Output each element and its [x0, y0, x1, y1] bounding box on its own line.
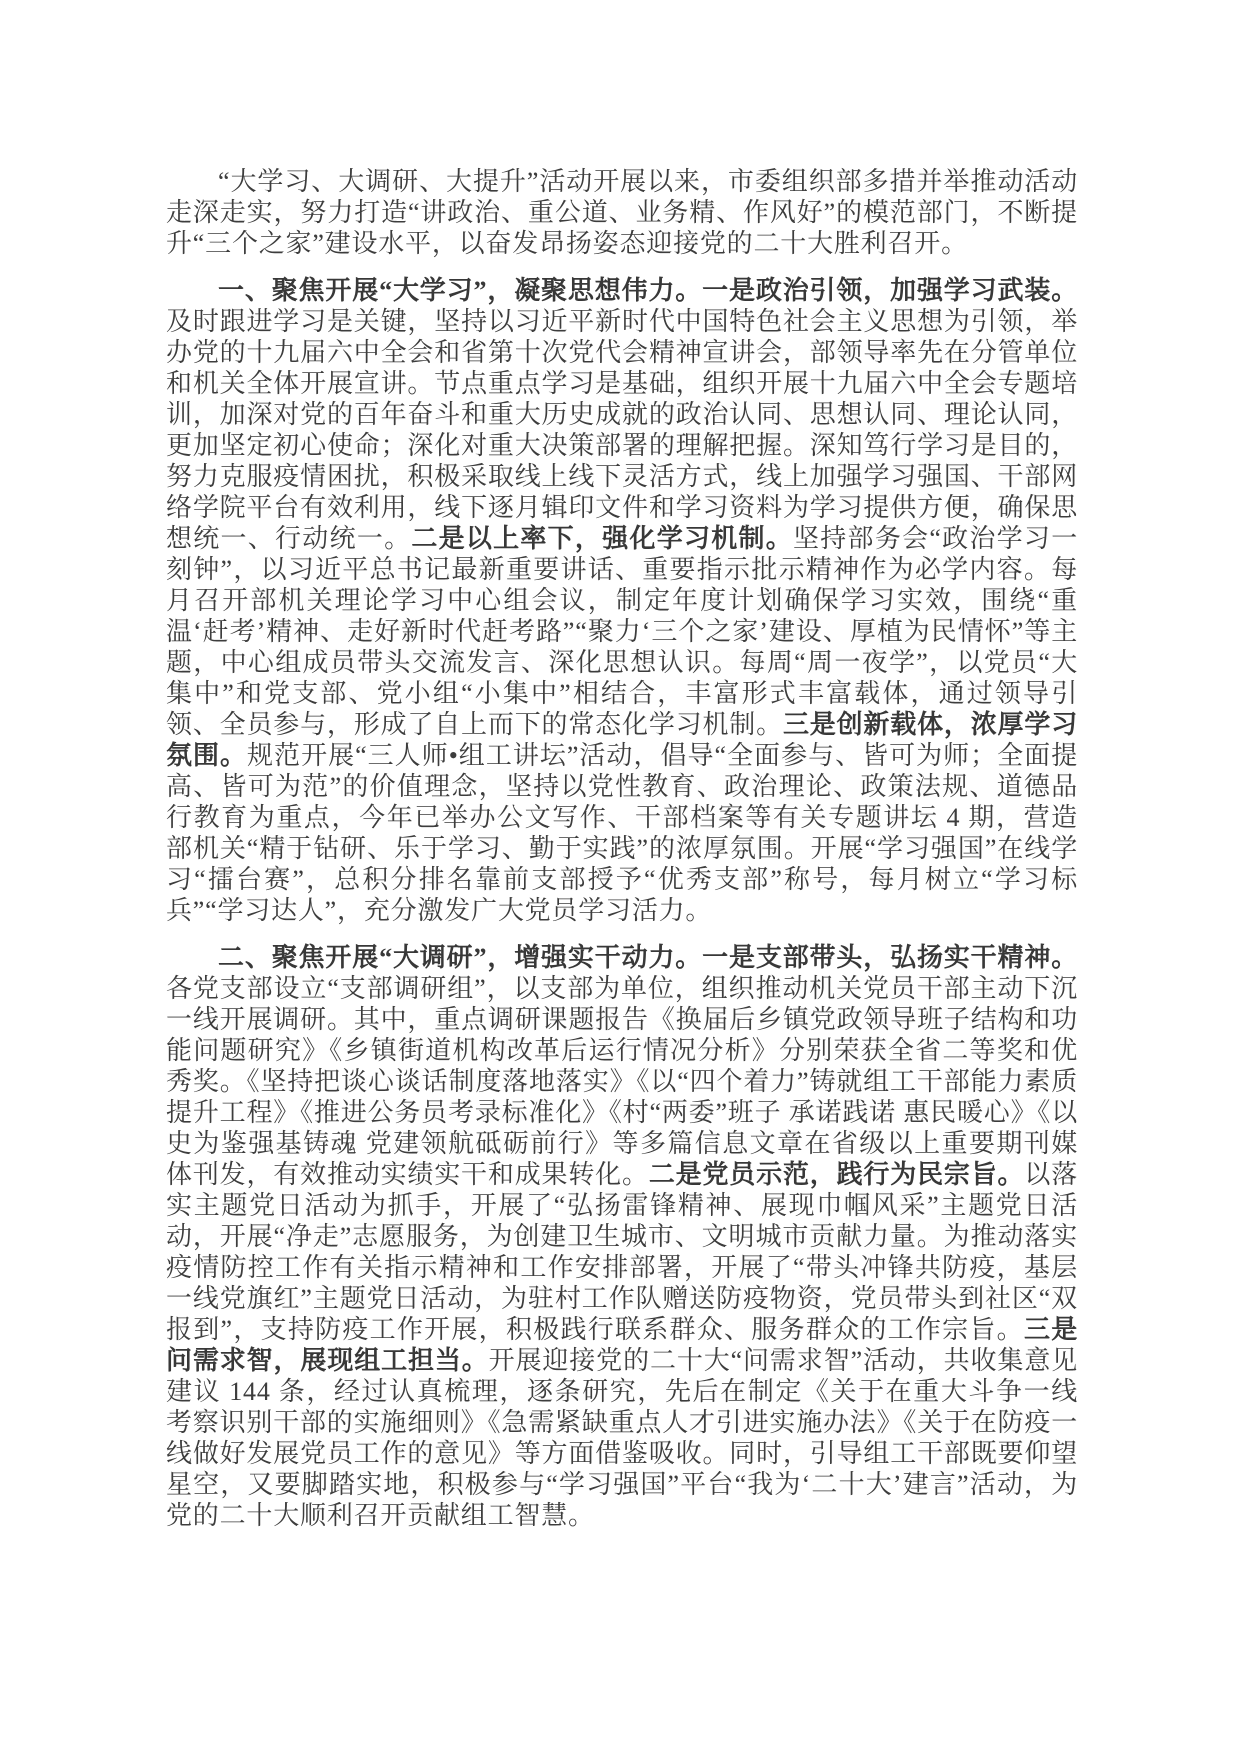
bold-text-run: 三是问需求智，展现组工担当。 [166, 1315, 1078, 1375]
text-run: 以落实主题党日活动为抓手，开展了“弘扬雷锋精神、展现巾帼风采”主题党日活动，开展“净走”志愿服务，为创建卫生城市、文明城市贡献力量。为推动落实疫情防控工作有关指示精神和工作安排部署，开展了“带头冲锋共防疫，基层一线党旗红”主题党日活动，为驻村工作队赠送防疫物资，党员带头到社区“双报到”，支持防疫工作开展，积极践行联系群众、服务群众的工作宗旨。 [166, 1160, 1078, 1344]
bold-text-run: 二是以上率下，强化学习机制。 [411, 524, 794, 553]
text-run: “大学习、大调研、大提升”活动开展以来，市委组织部多措并举推动活动走深走实，努力打造“讲政治、重公道、业务精、作风好”的模范部门，不断提升“三个之家”建设水平，以奋发昂扬姿态迎接党的二十大胜利召开。 [166, 167, 1078, 258]
text-run: 规范开展“三人师•组工讲坛”活动，倡导“全面参与、皆可为师；全面提高、皆可为范”的价值理念，坚持以党性教育、政治理论、政策法规、道德品行教育为重点，今年已举办公文写作、干部档案等有关专题讲坛 4 期，营造部机关“精于钻研、乐于学习、勤于实践”的浓厚氛围。开展“学习强国”在线学习“擂台赛”，总积分排名靠前支部授予“优秀支部”称号，每月树立“学习标兵”“学习达人”，充分激发广大党员学习活力。 [166, 741, 1078, 925]
paragraph [166, 275, 1078, 926]
text-run: 开展迎接党的二十大“问需求智”活动，共收集意见建议 144 条，经过认真梳理，逐条研究，先后在制定《关于在重大斗争一线考察识别干部的实施细则》《急需紧缺重点人才引进实施办法》《关于在防疫一线做好发展党员工作的意见》等方面借鉴吸收。同时，引导组工干部既要仰望星空，又要脚踏实地，积极参与“学习强国”平台“我为‘二十大’建言”活动，为党的二十大顺利召开贡献组工智慧。 [166, 1346, 1079, 1530]
text-run: 及时跟进学习是关键，坚持以习近平新时代中国特色社会主义思想为引领，举办党的十九届六中全会和省第十次党代会精神宣讲会，部领导率先在分管单位和机关全体开展宣讲。节点重点学习是基础，组织开展十九届六中全会专题培训，加深对党的百年奋斗和重大历史成就的政治认同、思想认同、理论认同，更加坚定初心使命；深化对重大决策部署的理解把握。深知笃行学习是目的，努力克服疫情困扰，积极采取线上线下灵活方式，线上加强学习强国、干部网络学院平台有效利用，线下逐月辑印文件和学习资料为学习提供方便，确保思想统一、行动统一。 [166, 307, 1078, 553]
text-run: 各党支部设立“支部调研组”，以支部为单位，组织推动机关党员干部主动下沉一线开展调研。其中，重点调研课题报告《换届后乡镇党政领导班子结构和功能问题研究》《乡镇街道机构改革后运行情况分析》分别荣获全省二等奖和优秀奖。《坚持把谈心谈话制度落地落实》《以“四个着力”铸就组工干部能力素质提升工程》《推进公务员考录标准化》《村“两委”班子 承诺践诺 惠民暖心》《以史为鉴强基铸魂 党建领航砥砺前行》等多篇信息文章在省级以上重要期刊媒体刊发，有效推动实绩实干和成果转化。 [166, 974, 1078, 1189]
paragraph [166, 166, 1078, 259]
document-body [166, 166, 1078, 1531]
text-run: 坚持部务会“政治学习一刻钟”，以习近平总书记最新重要讲话、重要指示批示精神作为必学内容。每月召开部机关理论学习中心组会议，制定年度计划确保学习实效，围绕“重温‘赶考’精神、走好新时代赶考路”“聚力‘三个之家’建设、厚植为民情怀”等主题，中心组成员带头交流发言、深化思想认识。每周“周一夜学”，以党员“大集中”和党支部、党小组“小集中”相结合，丰富形式丰富载体，通过领导引领、全员参与，形成了自上而下的常态化学习机制。 [166, 524, 1078, 739]
bold-text-run: 一、聚焦开展“大学习”，凝聚思想伟力。一是政治引领，加强学习武装。 [218, 276, 1078, 305]
paragraph [166, 942, 1078, 1531]
bold-text-run: 三是创新载体，浓厚学习氛围。 [166, 710, 1078, 770]
bold-text-run: 二是党员示范，践行为民宗旨。 [648, 1160, 1025, 1189]
bold-text-run: 二、聚焦开展“大调研”，增强实干动力。一是支部带头，弘扬实干精神。 [218, 943, 1078, 972]
